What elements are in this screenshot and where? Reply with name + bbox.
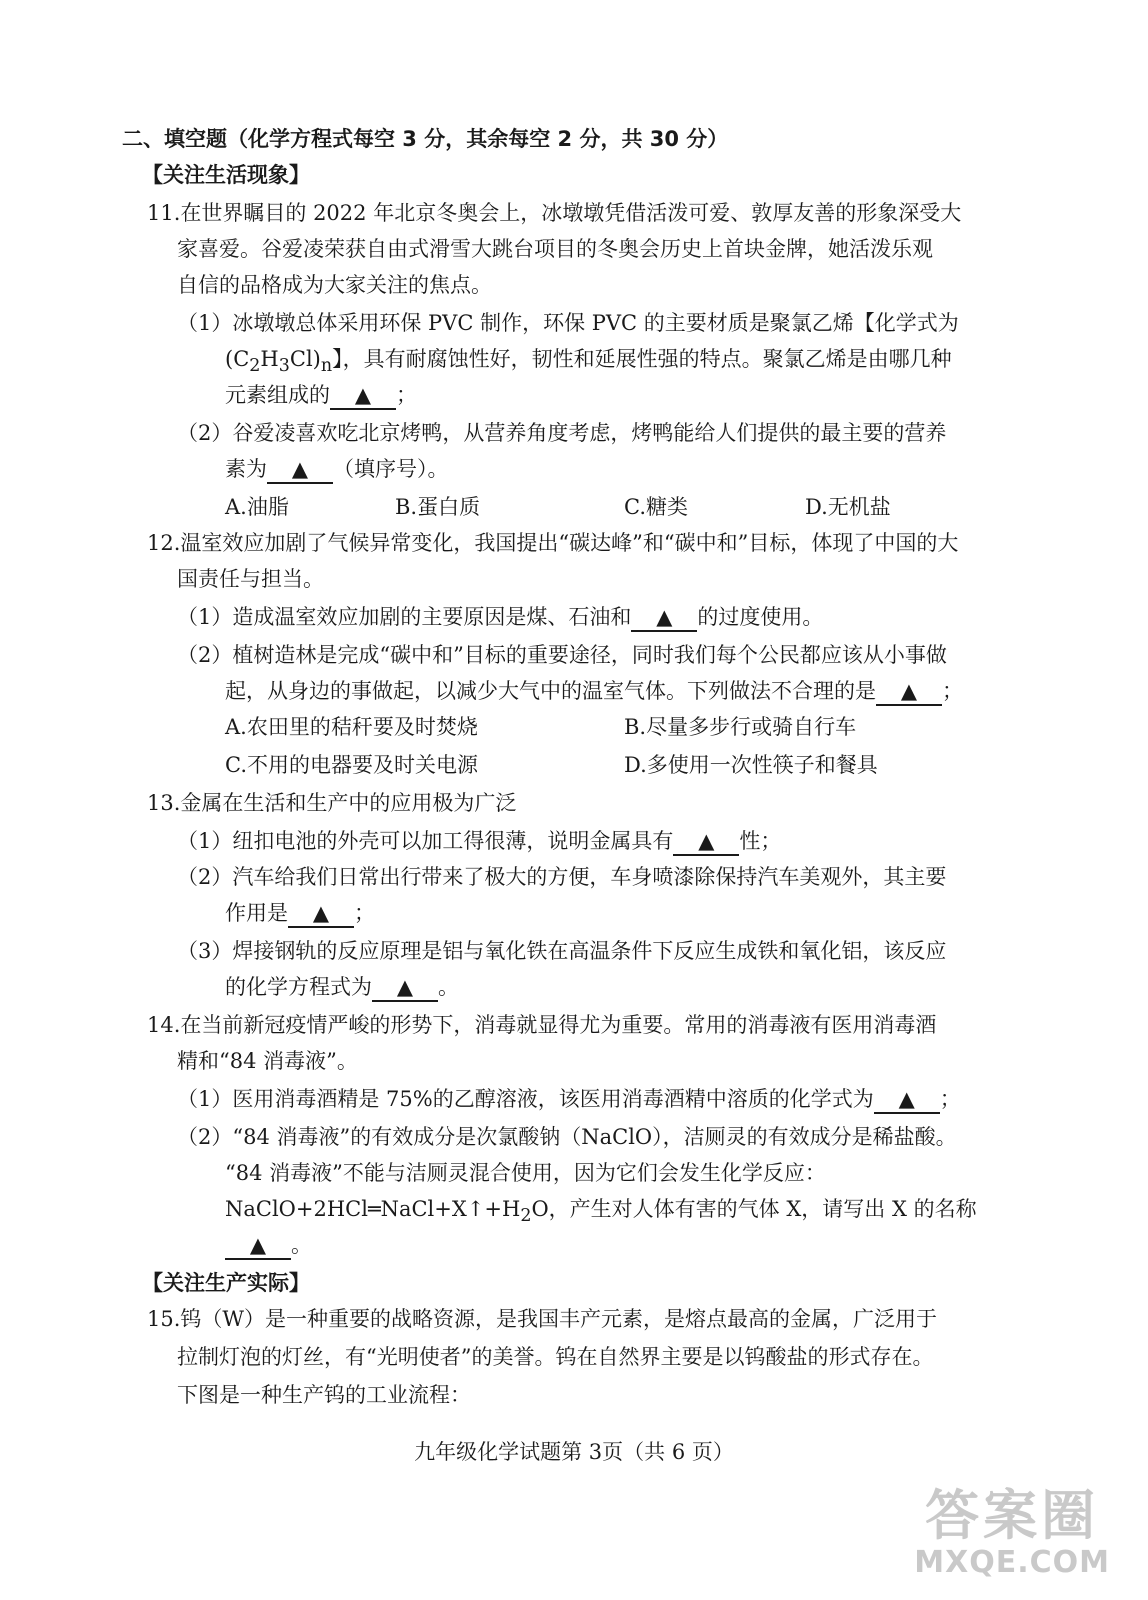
- q12-part1: [177, 602, 823, 632]
- line-text: （1）医用消毒酒精是 75%的乙醇溶液，该医用消毒酒精中溶质的化学式为: [177, 1087, 874, 1111]
- answer-blank[interactable]: ▲: [288, 900, 354, 928]
- q13-part3-line-2: [225, 972, 459, 1002]
- formula-text: (C: [225, 347, 250, 371]
- line-text: ；: [396, 383, 417, 407]
- line-text: 作用是: [225, 901, 288, 925]
- formula-subscript: 2: [249, 356, 261, 377]
- line-text: 。: [291, 1233, 312, 1257]
- q11-part2-line-1: （2）谷爱凌喜欢吃北京烤鸭，从营养角度考虑，烤鸭能给人们提供的最主要的营养: [177, 421, 947, 445]
- tag-life: 【关注生活现象】: [142, 163, 310, 187]
- q14-part2-line-2: “84 消毒液”不能与洁厕灵混合使用，因为它们会发生化学反应：: [225, 1161, 826, 1185]
- q11-line-2: 家喜爱。谷爱凌荣获自由式滑雪大跳台项目的冬奥会历史上首块金牌，她活泼乐观: [177, 237, 933, 261]
- q15-line-1: 15.钨（W）是一种重要的战略资源，是我国丰产元素，是熔点最高的金属，广泛用于: [147, 1307, 937, 1331]
- watermark-url: MXQE.COM: [914, 1545, 1110, 1580]
- line-text: （填序号）。: [333, 457, 449, 481]
- q13-part2-line-1: （2）汽车给我们日常出行带来了极大的方便，车身喷漆除保持汽车美观外，其主要: [177, 865, 947, 889]
- q11-line-3: 自信的品格成为大家关注的焦点。: [177, 273, 492, 297]
- tag-production: 【关注生产实际】: [142, 1271, 310, 1295]
- q13-part3-line-1: （3）焊接钢轨的反应原理是铝与氧化铁在高温条件下反应生成铁和氧化铝，该反应: [177, 939, 947, 963]
- q11-option-c: C.糖类: [624, 495, 688, 519]
- line-text: 的化学方程式为: [225, 975, 372, 999]
- watermark: [914, 1486, 1110, 1580]
- line-text: 元素组成的: [225, 383, 330, 407]
- q14-line-2: 精和“84 消毒液”。: [177, 1049, 358, 1073]
- q12-option-b: B.尽量多步行或骑自行车: [624, 715, 857, 739]
- q15-line-2: 拉制灯泡的灯丝，有“光明使者”的美誉。钨在自然界主要是以钨酸盐的形式存在。: [177, 1345, 934, 1369]
- formula-subscript: 2: [520, 1206, 532, 1227]
- answer-blank[interactable]: ▲: [372, 974, 438, 1002]
- q11-part1-line-2: [225, 344, 952, 381]
- q15-line-3: 下图是一种生产钨的工业流程：: [177, 1383, 471, 1407]
- answer-blank[interactable]: ▲: [673, 828, 739, 856]
- formula-text: NaClO+2HCl═NaCl+X↑+H: [225, 1197, 521, 1221]
- formula-text: H: [260, 347, 279, 371]
- line-text: 的过度使用。: [697, 605, 824, 629]
- formula-subscript: n: [320, 356, 333, 377]
- q11-part1-line-1: （1）冰墩墩总体采用环保 PVC 制作，环保 PVC 的主要材质是聚氯乙烯【化学式为: [177, 311, 959, 335]
- q12-option-c: C.不用的电器要及时关电源: [225, 753, 478, 777]
- q14-part1: [177, 1084, 961, 1114]
- q13-line-1: 13.金属在生活和生产中的应用极为广泛: [147, 791, 517, 815]
- q12-line-1: 12.温室效应加剧了气候异常变化，我国提出“碳达峰”和“碳中和”目标，体现了中国的大: [147, 531, 959, 555]
- page-footer: 九年级化学试题第 3页（共 6 页）: [414, 1440, 734, 1464]
- line-text: ；: [942, 679, 963, 703]
- watermark-logo: 答案圈: [925, 1484, 1100, 1547]
- q14-part2-line-3: [225, 1194, 977, 1231]
- q12-part2-line-1: （2）植树造林是完成“碳中和”目标的重要途径，同时我们每个公民都应该从小事做: [177, 643, 947, 667]
- line-text: 素为: [225, 457, 267, 481]
- q11-part1-line-3: [225, 380, 417, 410]
- line-text: 起，从身边的事做起，以减少大气中的温室气体。下列做法不合理的是: [225, 679, 876, 703]
- line-text: 性；: [739, 829, 782, 853]
- q13-part2-line-2: [225, 898, 375, 928]
- section-title: 二、填空题（化学方程式每空 3 分，其余每空 2 分，共 30 分）: [122, 127, 729, 151]
- q12-option-a: A.农田里的秸秆要及时焚烧: [225, 715, 478, 739]
- line-text: 。: [438, 975, 459, 999]
- answer-blank[interactable]: ▲: [330, 382, 396, 410]
- answer-blank[interactable]: ▲: [267, 456, 333, 484]
- line-text: ；: [939, 1087, 961, 1111]
- answer-blank[interactable]: ▲: [874, 1086, 940, 1114]
- q14-line-1: 14.在当前新冠疫情严峻的形势下，消毒就显得尤为重要。常用的消毒液有医用消毒酒: [147, 1013, 937, 1037]
- line-text: O，产生对人体有害的气体 X，请写出 X 的名称: [531, 1197, 977, 1221]
- q11-line-1: 11.在世界瞩目的 2022 年北京冬奥会上，冰墩墩凭借活泼可爱、敦厚友善的形象深受大: [147, 201, 962, 225]
- q11-option-d: D.无机盐: [805, 495, 891, 519]
- answer-blank[interactable]: ▲: [225, 1232, 291, 1260]
- formula-subscript: 3: [278, 356, 290, 377]
- line-text: 】，具有耐腐蚀性好，韧性和延展性强的特点。聚氯乙烯是由哪几种: [332, 347, 952, 371]
- q12-option-d: D.多使用一次性筷子和餐具: [624, 753, 878, 777]
- q12-line-2: 国责任与担当。: [177, 567, 324, 591]
- formula-text: Cl): [289, 347, 321, 371]
- answer-blank[interactable]: ▲: [631, 604, 697, 632]
- line-text: ；: [354, 901, 375, 925]
- q11-option-a: A.油脂: [225, 495, 289, 519]
- q13-part1: [177, 826, 781, 856]
- answer-blank[interactable]: ▲: [876, 678, 942, 706]
- line-text: （1）造成温室效应加剧的主要原因是煤、石油和: [177, 605, 632, 629]
- q14-part2-line-4: [225, 1230, 312, 1260]
- q14-part2-line-1: （2）“84 消毒液”的有效成分是次氯酸钠（NaClO），洁厕灵的有效成分是稀盐酸。: [177, 1125, 957, 1149]
- line-text: （1）纽扣电池的外壳可以加工得很薄，说明金属具有: [177, 829, 674, 853]
- q11-option-b: B.蛋白质: [395, 495, 481, 519]
- q11-part2-line-2: [225, 454, 449, 484]
- q12-part2-line-2: [225, 676, 963, 706]
